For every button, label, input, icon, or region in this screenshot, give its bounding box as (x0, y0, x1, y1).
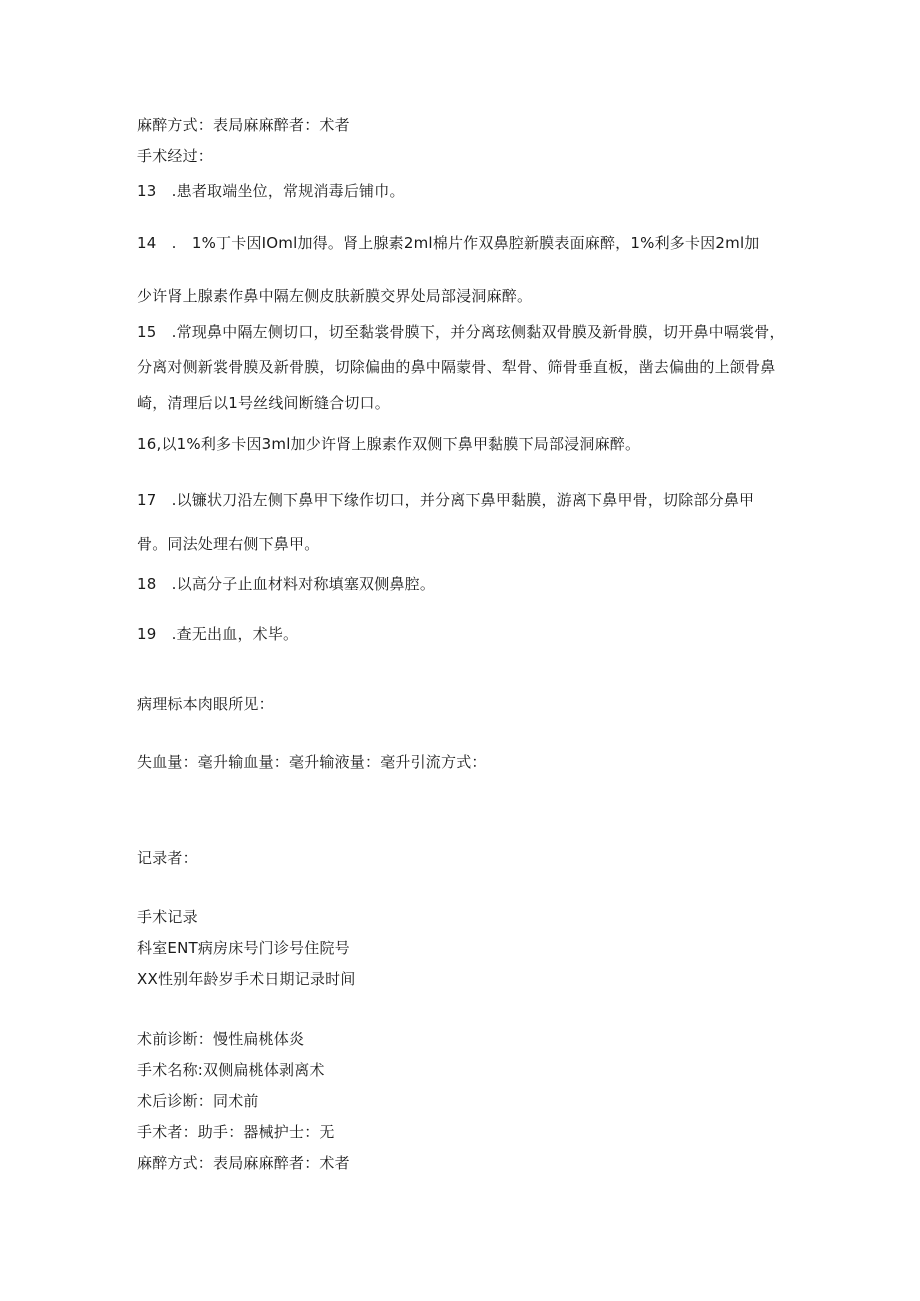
anesthesia-method-line: 麻醉方式：表局麻麻醉者：术者 (137, 116, 350, 134)
procedure-step-14-cont: 少许肾上腺素作鼻中隔左侧皮肤新膜交界处局部浸洞麻醉。 (137, 287, 533, 305)
patient-info-line: XX性别年龄岁手术日期记录时间 (137, 970, 356, 988)
procedure-step-18: 18 .以高分子止血材料对称填塞双侧鼻腔。 (137, 575, 436, 593)
anesthesia-method-line-2: 麻醉方式：表局麻麻醉者：术者 (137, 1154, 350, 1172)
procedure-step-19: 19 .查无出血，术毕。 (137, 625, 299, 643)
record-title: 手术记录 (137, 908, 198, 926)
procedure-step-14: 14 . 1%丁卡因IOml加得。肾上腺素2ml棉片作双鼻腔新膜表面麻醉，1%利多卡因2ml加 (137, 234, 760, 252)
department-line: 科室ENT病房床号门诊号住院号 (137, 939, 350, 957)
preop-diagnosis-line: 术前诊断：慢性扁桃体炎 (137, 1030, 305, 1048)
procedure-step-15-cont-1: 分离对侧新裳骨膜及新骨膜，切除偏曲的鼻中隔蒙骨、犁骨、筛骨垂直板，凿去偏曲的上颌骨鼻 (137, 358, 776, 376)
procedure-step-16: 16,以1%利多卡因3ml加少许肾上腺素作双侧下鼻甲黏膜下局部浸洞麻醉。 (137, 435, 641, 453)
surgeon-line: 手术者：助手：器械护士：无 (137, 1123, 335, 1141)
recorder-line: 记录者： (137, 849, 198, 867)
procedure-name-line: 手术名称:双侧扁桃体剥离术 (137, 1061, 325, 1079)
pathology-specimen-line: 病理标本肉眼所见： (137, 695, 274, 713)
blood-loss-line: 失血量：毫升输血量：毫升输液量：毫升引流方式： (137, 753, 487, 771)
postop-diagnosis-line: 术后诊断：同术前 (137, 1092, 259, 1110)
procedure-heading: 手术经过： (137, 147, 214, 165)
procedure-step-15: 15 .常现鼻中隔左侧切口，切至黏裳骨膜下，并分离玹侧黏双骨膜及新骨膜，切开鼻中嗝裳骨， (137, 323, 785, 341)
procedure-step-17-cont: 骨。同法处理右侧下鼻甲。 (137, 535, 320, 553)
procedure-step-13: 13 .患者取端坐位，常规消毒后铺巾。 (137, 182, 405, 200)
procedure-step-17: 17 .以镰状刀沿左侧下鼻甲下缘作切口，并分离下鼻甲黏膜，游离下鼻甲骨，切除部分鼻甲 (137, 491, 755, 509)
procedure-step-15-cont-2: 崎，清理后以1号丝线间断缝合切口。 (137, 394, 390, 412)
